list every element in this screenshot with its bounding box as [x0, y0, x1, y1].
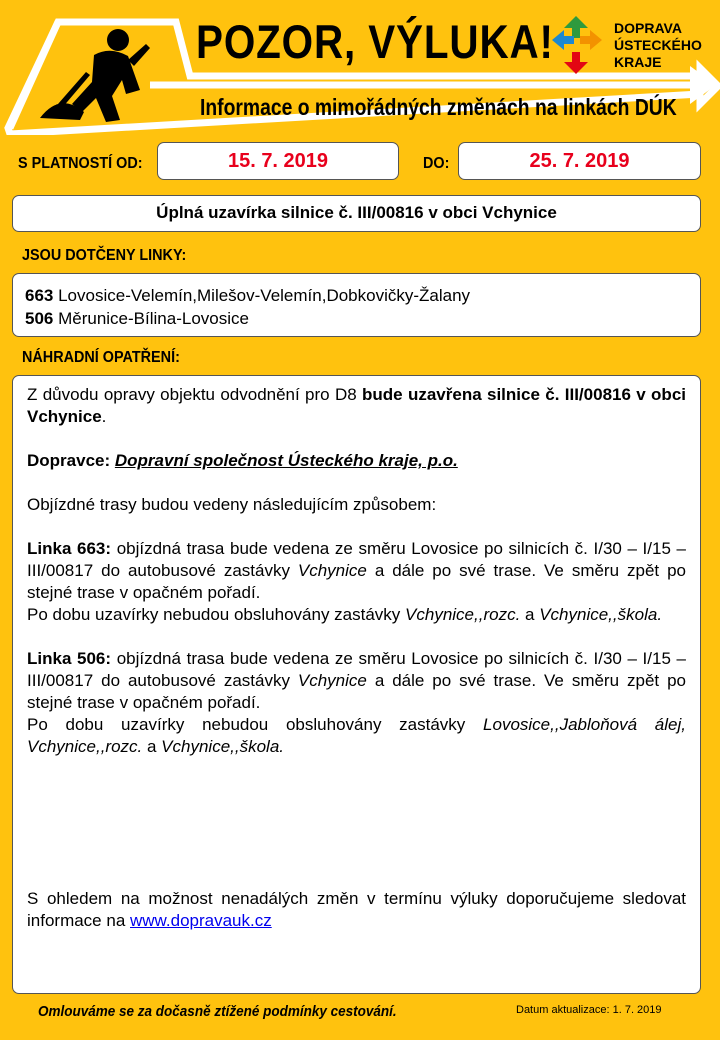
affected-line: 506 Měrunice-Bílina-Lovosice — [25, 309, 249, 328]
page-subtitle: Informace o mimořádných změnách na linkách DÚK — [200, 94, 677, 120]
apology-text: Omlouváme se za dočasně ztížené podmínky cestování. — [38, 1003, 397, 1020]
logo-text — [614, 20, 702, 71]
worker-icon — [40, 29, 150, 122]
logo-line: ÚSTECKÉHO — [614, 37, 702, 53]
detour-intro: Objízdné trasy budou vedeny následujícím způsobem: — [27, 495, 437, 514]
line-506-text: Linka 506: objízdná trasa bude vedena ze směru Lovosice po silnicích č. I/30 – I/15 – III/00817 do autobusové zastávky Vchynice a dále po své trase. Ve směru zpět po stejné trase v opačném pořadí. — [27, 649, 686, 712]
valid-to-value: 25. 7. 2019 — [458, 142, 701, 180]
duk-logo-icon — [552, 16, 602, 74]
carrier-text: Dopravce: Dopravní společnost Ústeckého kraje, p.o. — [27, 451, 458, 470]
measures-label: NÁHRADNÍ OPATŘENÍ: — [22, 349, 180, 366]
valid-to-label: DO: — [423, 155, 450, 172]
line-506-stops: Po dobu uzavírky nebudou obsluhovány zastávky Lovosice,,Jabloňová álej, Vchynice,,rozc. a Vchynice,,škola. — [27, 715, 686, 756]
website-link[interactable]: www.dopravauk.cz — [130, 911, 272, 930]
line-663-text: Linka 663: objízdná trasa bude vedena ze směru Lovosice po silnicích č. I/30 – I/15 – III/00817 do autobusové zastávky Vchynice a dále po své trase. Ve směru zpět po stejné trase v opačném pořadí. — [27, 539, 686, 602]
affected-lines-box — [12, 273, 701, 337]
page-title: POZOR, VÝLUKA! — [196, 15, 554, 68]
carrier-name: Dopravní společnost Ústeckého kraje, p.o. — [114, 451, 458, 470]
logo-line: KRAJE — [614, 54, 662, 70]
affected-line: 663 Lovosice-Velemín,Milešov-Velemín,Dobkovičky-Žalany — [25, 286, 471, 305]
logo-line: DOPRAVA — [614, 20, 682, 36]
closing-text: S ohledem na možnost nenadálých změn v termínu výluky doporučujeme sledovat informace na www.dopravauk.cz — [27, 889, 686, 930]
measures-box — [12, 375, 701, 994]
update-date: Datum aktualizace: 1. 7. 2019 — [516, 1004, 662, 1016]
header — [0, 0, 720, 135]
affected-lines-label: JSOU DOTČENY LINKY: — [22, 247, 187, 264]
valid-from-value: 15. 7. 2019 — [157, 142, 399, 180]
intro-text: Z důvodu opravy objektu odvodnění pro D8 bude uzavřena silnice č. III/00816 v obci Vchynice. — [27, 385, 686, 426]
valid-from-label: S PLATNOSTÍ OD: — [18, 155, 143, 172]
closure-title: Úplná uzavírka silnice č. III/00816 v obci Vchynice — [12, 195, 701, 232]
line-663-stops: Po dobu uzavírky nebudou obsluhovány zastávky Vchynice,,rozc. a Vchynice,,škola. — [27, 605, 663, 624]
